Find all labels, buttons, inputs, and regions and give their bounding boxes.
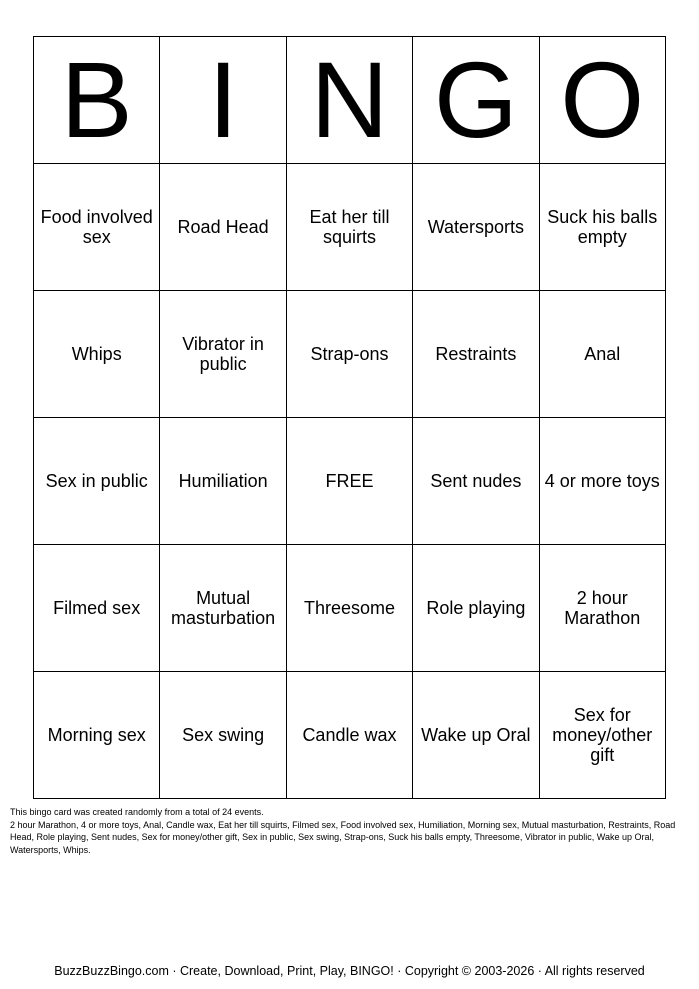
bingo-row — [34, 164, 666, 291]
header-letter-g: G — [413, 37, 539, 164]
bingo-cell: Wake up Oral — [413, 672, 539, 799]
bingo-cell: Candle wax — [286, 672, 412, 799]
bingo-cell: Threesome — [286, 545, 412, 672]
bingo-cell: Restraints — [413, 291, 539, 418]
bingo-row — [34, 545, 666, 672]
header-letter-o: O — [539, 37, 665, 164]
bingo-cell: Road Head — [160, 164, 286, 291]
card-info-summary: This bingo card was created randomly from a total of 24 events. — [10, 807, 264, 817]
bingo-cell: Suck his balls empty — [539, 164, 665, 291]
bingo-row — [34, 418, 666, 545]
bingo-cell: Watersports — [413, 164, 539, 291]
bingo-cell: Sex in public — [34, 418, 160, 545]
bingo-cell: Sex swing — [160, 672, 286, 799]
bingo-cell: Filmed sex — [34, 545, 160, 672]
bingo-cell: Food involved sex — [34, 164, 160, 291]
bingo-cell: Role playing — [413, 545, 539, 672]
bingo-cell: Sent nudes — [413, 418, 539, 545]
bingo-cell: Eat her till squirts — [286, 164, 412, 291]
bingo-row — [34, 291, 666, 418]
bingo-card — [33, 36, 666, 799]
card-info — [10, 806, 690, 856]
header-letter-b: B — [34, 37, 160, 164]
bingo-cell: 4 or more toys — [539, 418, 665, 545]
bingo-cell: Sex for money/other gift — [539, 672, 665, 799]
header-letter-n: N — [286, 37, 412, 164]
bingo-row — [34, 672, 666, 799]
bingo-cell: Whips — [34, 291, 160, 418]
page-footer: BuzzBuzzBingo.com · Create, Download, Print, Play, BINGO! · Copyright © 2003-2026 · All rights reserved — [54, 964, 645, 978]
bingo-cell: Anal — [539, 291, 665, 418]
card-info-event-list: 2 hour Marathon, 4 or more toys, Anal, Candle wax, Eat her till squirts, Filmed sex, Food involved sex, Humiliation, Morning sex, Mutual masturbation, Restraints, Road Head, Role playing, Sent nudes, Sex for money/other gift, Sex in public, Sex swing, Strap-ons, Suck his balls empty, Threesome, Vibrator in public, Wake up Oral, Watersports, Whips. — [10, 819, 676, 855]
bingo-header-row — [34, 37, 666, 164]
bingo-cell: Morning sex — [34, 672, 160, 799]
bingo-cell: Mutual masturbation — [160, 545, 286, 672]
bingo-cell: Humiliation — [160, 418, 286, 545]
bingo-cell: 2 hour Marathon — [539, 545, 665, 672]
bingo-cell: Vibrator in public — [160, 291, 286, 418]
bingo-cell: Strap-ons — [286, 291, 412, 418]
header-letter-i: I — [160, 37, 286, 164]
bingo-free-cell: FREE — [286, 418, 412, 545]
